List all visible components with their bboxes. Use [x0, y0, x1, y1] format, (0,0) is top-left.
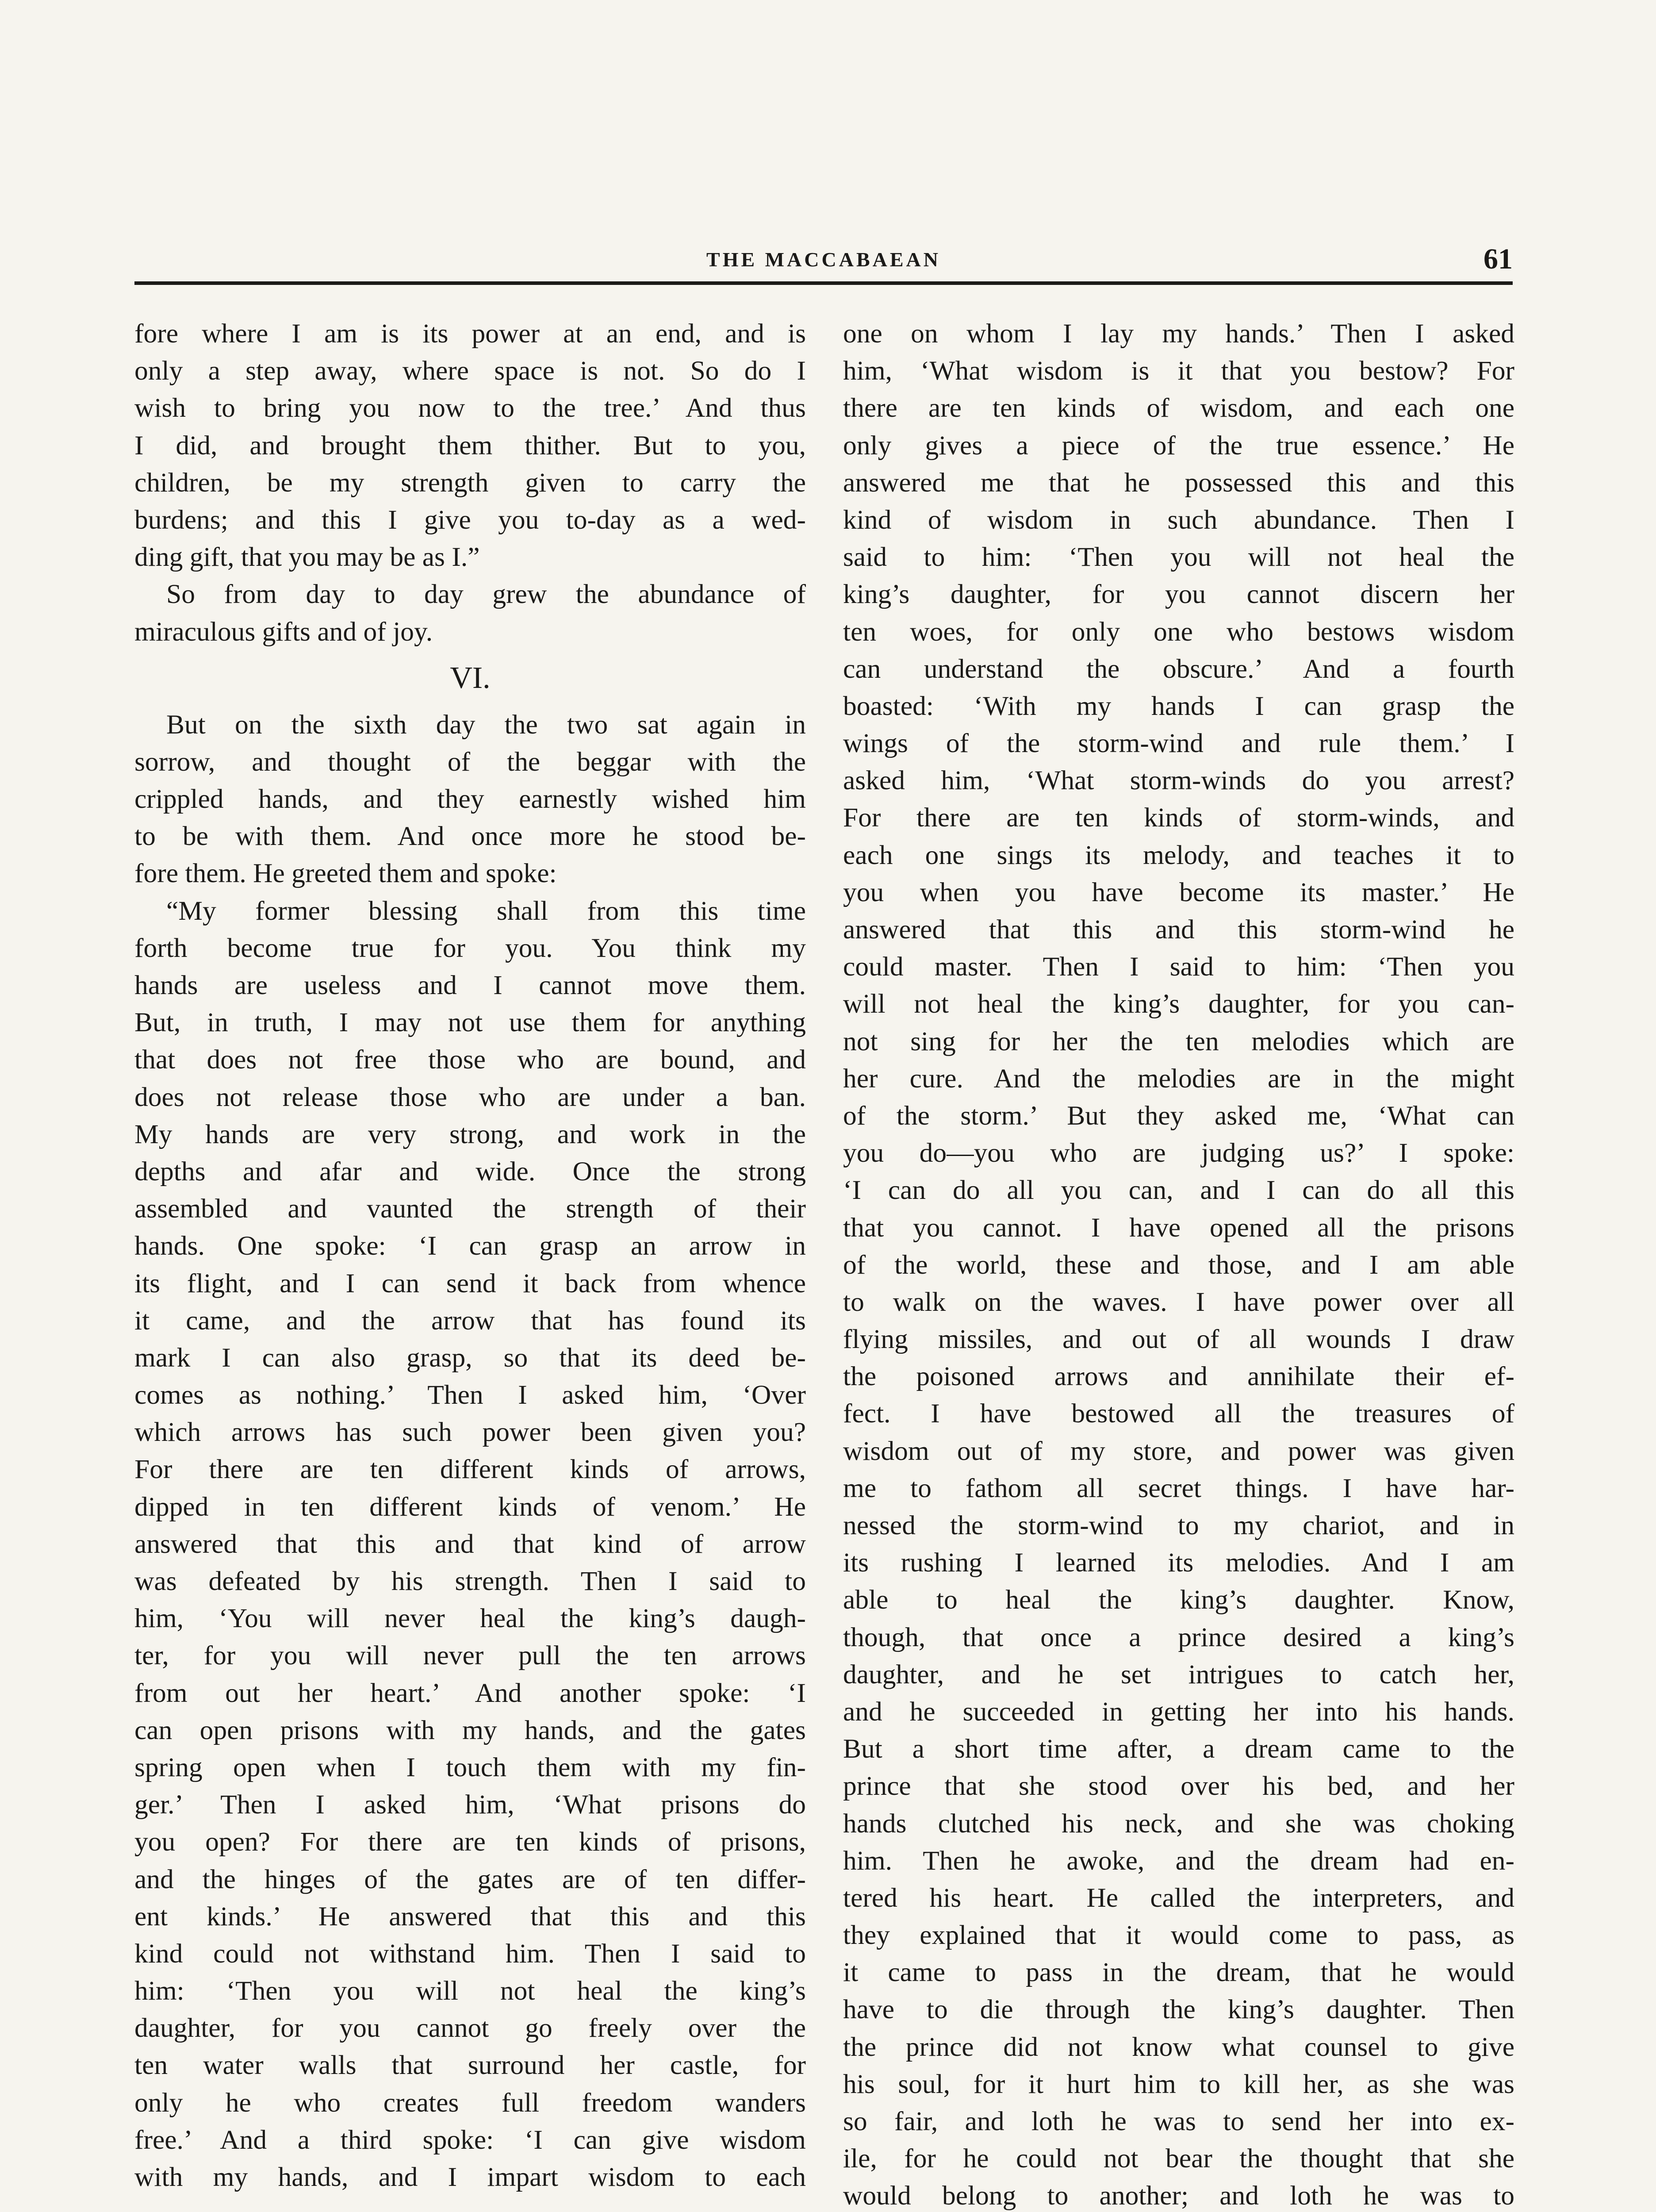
text-line: it came to pass in the dream, that he would: [843, 1957, 1514, 1988]
text-line: king’s daughter, for you cannot discern her: [843, 579, 1514, 610]
page-header: [134, 242, 1513, 282]
text-line: with my hands, and I impart wisdom to each: [134, 2162, 806, 2192]
text-line: forth become true for you. You think my: [134, 933, 806, 963]
text-line: asked him, ‘What storm-winds do you arrest?: [843, 765, 1514, 796]
text-line: that you cannot. I have opened all the prisons: [843, 1212, 1514, 1243]
text-line: its flight, and I can send it back from whence: [134, 1268, 806, 1298]
text-line: ter, for you will never pull the ten arrows: [134, 1640, 806, 1671]
text-line: crippled hands, and they earnestly wished him: [134, 784, 806, 814]
text-line: free.’ And a third spoke: ‘I can give wisdom: [134, 2124, 806, 2155]
text-line: only gives a piece of the true essence.’ He: [843, 430, 1514, 461]
text-line: him. Then he awoke, and the dream had en-: [843, 1845, 1514, 1876]
text-line: nessed the storm-wind to my chariot, and in: [843, 1510, 1514, 1540]
right-column: [843, 315, 1514, 2212]
text-line: me to fathom all secret things. I have har-: [843, 1473, 1514, 1503]
text-line: wings of the storm-wind and rule them.’ I: [843, 728, 1514, 759]
text-line: which arrows has such power been given you?: [134, 1417, 806, 1448]
text-line: hands are useless and I cannot move them.: [134, 970, 806, 1000]
text-line: you open? For there are ten kinds of prisons,: [134, 1827, 806, 1857]
text-line: its rushing I learned its melodies. And I am: [843, 1548, 1514, 1578]
text-line: But on the sixth day the two sat again in: [166, 709, 806, 740]
text-line: tered his heart. He called the interpreters, and: [843, 1882, 1514, 1913]
text-line: her cure. And the melodies are in the might: [843, 1063, 1514, 1094]
text-line: can open prisons with my hands, and the gates: [134, 1715, 806, 1745]
text-line: fore them. He greeted them and spoke:: [134, 858, 557, 889]
text-line: So from day to day grew the abundance of: [166, 579, 806, 610]
running-title: THE MACCABAEAN: [706, 248, 941, 271]
text-line: they explained that it would come to pass, as: [843, 1920, 1514, 1951]
text-line: the prince did not know what counsel to give: [843, 2032, 1514, 2062]
text-line: I did, and brought them thither. But to you,: [134, 430, 806, 461]
text-line: ile, for he could not bear the thought that she: [843, 2143, 1514, 2174]
text-line: him, ‘You will never heal the king’s daugh-: [134, 1603, 806, 1634]
text-line: and the hinges of the gates are of ten differ-: [134, 1864, 806, 1894]
header-rule: [134, 281, 1513, 285]
text-line: mark I can also grasp, so that its deed be-: [134, 1342, 806, 1373]
text-line: could master. Then I said to him: ‘Then you: [843, 952, 1514, 982]
text-line: ent kinds.’ He answered that this and this: [134, 1901, 806, 1932]
left-column: [134, 315, 806, 2196]
text-line: there are ten kinds of wisdom, and each one: [843, 393, 1514, 423]
text-line: of the world, these and those, and I am able: [843, 1249, 1514, 1280]
text-line: But a short time after, a dream came to the: [843, 1734, 1514, 1764]
text-line: from out her heart.’ And another spoke: ‘I: [134, 1678, 806, 1708]
text-line: boasted: ‘With my hands I can grasp the: [843, 691, 1514, 721]
text-line: only a step away, where space is not. So do I: [134, 356, 806, 386]
text-line: so fair, and loth he was to send her into ex-: [843, 2106, 1514, 2136]
text-line: one on whom I lay my hands.’ Then I asked: [843, 319, 1514, 349]
text-line: ten water walls that surround her castle, for: [134, 2050, 806, 2081]
text-line: prince that she stood over his bed, and her: [843, 1771, 1514, 1801]
text-line: though, that once a prince desired a king’s: [843, 1622, 1514, 1652]
text-line: and he succeeded in getting her into his hands.: [843, 1696, 1514, 1727]
text-line: flying missiles, and out of all wounds I draw: [843, 1324, 1514, 1355]
text-line: only he who creates full freedom wanders: [134, 2087, 806, 2118]
text-line: ‘I can do all you can, and I can do all this: [843, 1175, 1514, 1206]
text-line: ten woes, for only one who bestows wisdom: [843, 616, 1514, 647]
text-line: For there are ten different kinds of arrows,: [134, 1454, 806, 1485]
text-line: each one sings its melody, and teaches it to: [843, 840, 1514, 870]
text-line: you when you have become its master.’ He: [843, 877, 1514, 907]
text-line: daughter, for you cannot go freely over the: [134, 2013, 806, 2043]
text-line: spring open when I touch them with my fin-: [134, 1752, 806, 1782]
text-line: was defeated by his strength. Then I said to: [134, 1566, 806, 1596]
text-line: burdens; and this I give you to-day as a wed-: [134, 504, 806, 535]
text-line: ger.’ Then I asked him, ‘What prisons do: [134, 1790, 806, 1820]
text-line: daughter, and he set intrigues to catch her,: [843, 1659, 1514, 1690]
text-line: him, ‘What wisdom is it that you bestow? For: [843, 356, 1514, 386]
text-line: children, be my strength given to carry the: [134, 467, 806, 498]
page-number: 61: [1484, 243, 1513, 275]
text-line: dipped in ten different kinds of venom.’ He: [134, 1491, 806, 1522]
text-line: does not release those who are under a ban.: [134, 1082, 806, 1112]
text-line: it came, and the arrow that has found its: [134, 1305, 806, 1336]
text-line: ding gift, that you may be as I.”: [134, 542, 480, 572]
text-line: hands clutched his neck, and she was choking: [843, 1808, 1514, 1839]
text-line: miraculous gifts and of joy.: [134, 616, 433, 647]
text-line: kind could not withstand him. Then I said to: [134, 1938, 806, 1969]
text-line: to be with them. And once more he stood be-: [134, 821, 806, 852]
text-line: But, in truth, I may not use them for anything: [134, 1007, 806, 1038]
text-line: answered me that he possessed this and this: [843, 467, 1514, 498]
text-line: wish to bring you now to the tree.’ And thus: [134, 393, 806, 423]
text-line: that does not free those who are bound, and: [134, 1045, 806, 1075]
text-line: have to die through the king’s daughter. Then: [843, 1994, 1514, 2025]
text-line: will not heal the king’s daughter, for you can-: [843, 989, 1514, 1019]
text-line: fect. I have bestowed all the treasures of: [843, 1398, 1514, 1429]
text-line: comes as nothing.’ Then I asked him, ‘Over: [134, 1380, 806, 1410]
text-line: hands. One spoke: ‘I can grasp an arrow in: [134, 1231, 806, 1261]
text-line: able to heal the king’s daughter. Know,: [843, 1585, 1514, 1615]
text-line: fore where I am is its power at an end, and is: [134, 319, 806, 349]
text-line: My hands are very strong, and work in the: [134, 1119, 806, 1149]
text-line: to walk on the waves. I have power over all: [843, 1286, 1514, 1317]
section-heading: VI.: [450, 661, 491, 695]
text-line: the poisoned arrows and annihilate their ef-: [843, 1361, 1514, 1392]
text-line: can understand the obscure.’ And a fourth: [843, 653, 1514, 684]
text-line: sorrow, and thought of the beggar with the: [134, 746, 806, 777]
text-line: not sing for her the ten melodies which are: [843, 1026, 1514, 1056]
text-line: said to him: ‘Then you will not heal the: [843, 542, 1514, 572]
text-line: you do—you who are judging us?’ I spoke:: [843, 1138, 1514, 1168]
text-line: “My former blessing shall from this time: [166, 895, 806, 926]
text-line: For there are ten kinds of storm-winds, and: [843, 803, 1514, 833]
text-line: depths and afar and wide. Once the strong: [134, 1156, 806, 1187]
text-line: his soul, for it hurt him to kill her, as she was: [843, 2069, 1514, 2099]
text-line: him: ‘Then you will not heal the king’s: [134, 1976, 806, 2006]
text-line: of the storm.’ But they asked me, ‘What can: [843, 1100, 1514, 1131]
text-line: kind of wisdom in such abundance. Then I: [843, 504, 1514, 535]
text-line: would belong to another; and loth he was to: [843, 2181, 1514, 2211]
text-line: answered that this and this storm-wind he: [843, 914, 1514, 945]
text-line: wisdom out of my store, and power was given: [843, 1436, 1514, 1466]
text-line: answered that this and that kind of arrow: [134, 1528, 806, 1559]
text-line: assembled and vaunted the strength of their: [134, 1194, 806, 1224]
